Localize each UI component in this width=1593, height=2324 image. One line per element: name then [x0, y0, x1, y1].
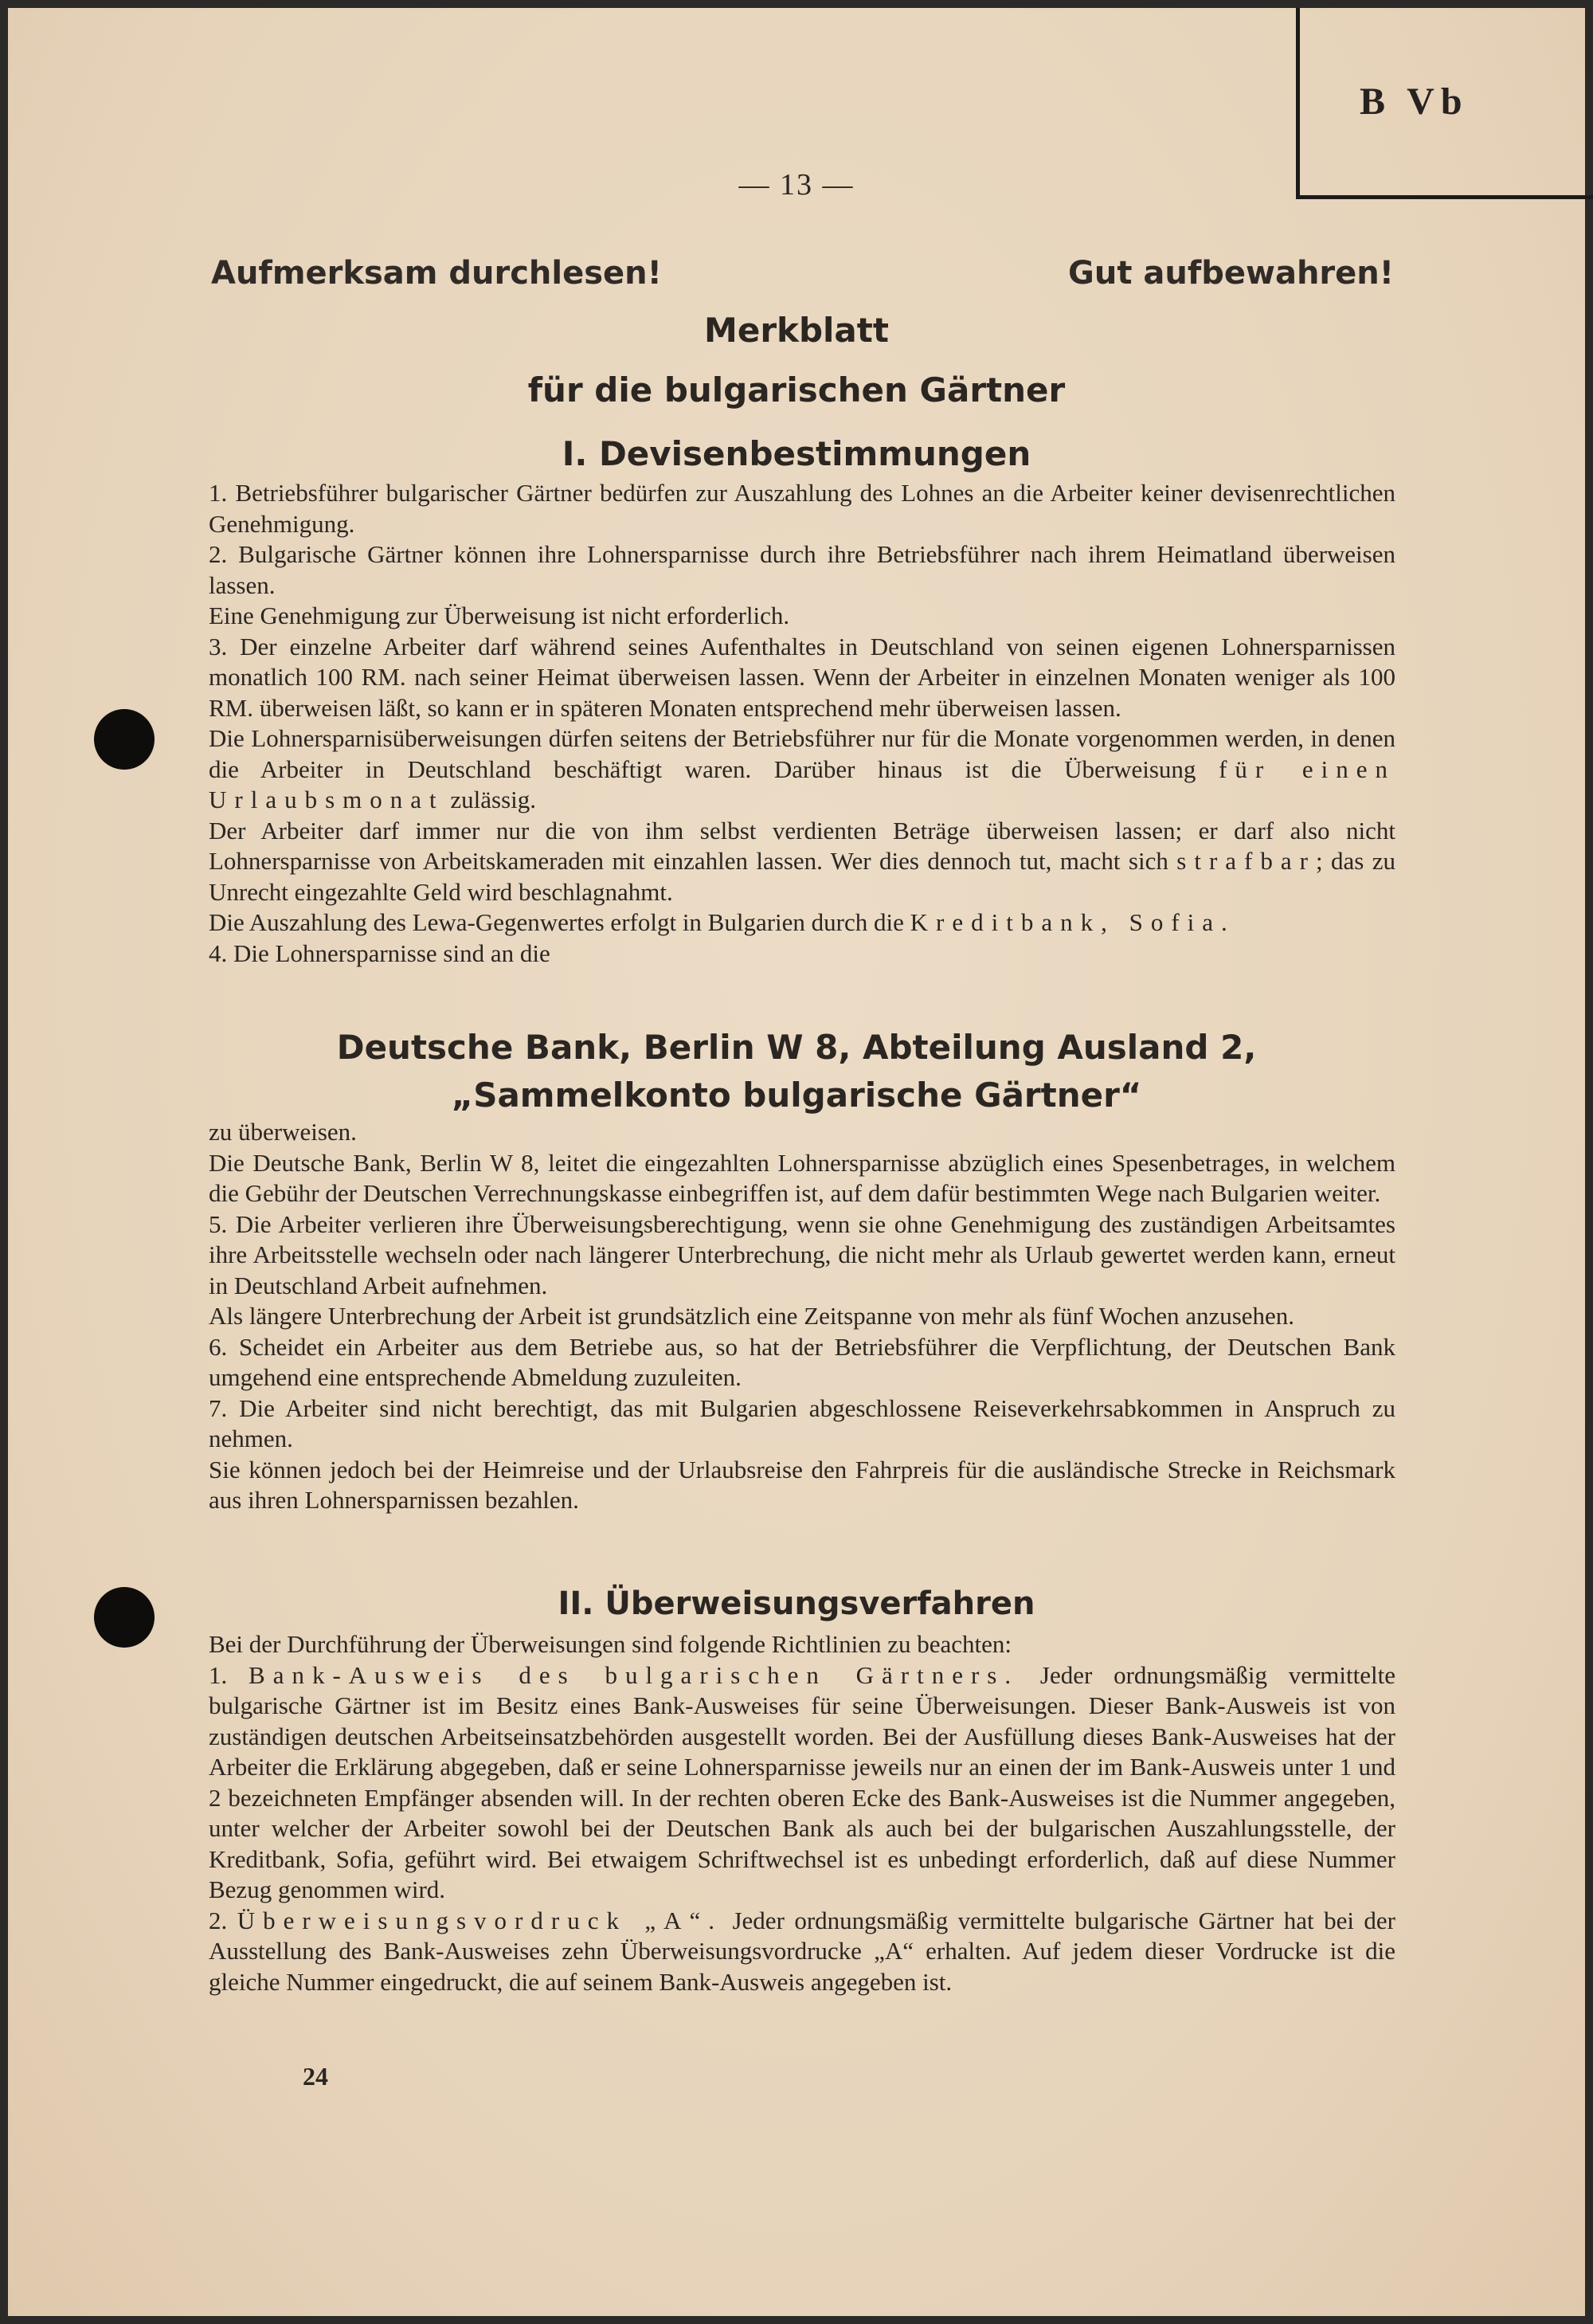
document-subtitle: für die bulgarischen Gärtner	[527, 370, 1066, 410]
paragraph: Als längere Unterbrechung der Arbeit ist grundsätzlich eine Zeitspanne von mehr als fünf Wochen anzusehen.	[209, 1302, 1295, 1330]
paragraph-number: 1.	[209, 1660, 249, 1689]
paragraph: 6. Scheidet ein Arbeiter aus dem Betriebe aus, so hat der Betriebsführer die Verpflichtung, der Deutschen Bank umgehend eine entsprechende Abmeldung zuzuleiten.	[209, 1332, 1395, 1391]
paragraph: Die Deutsche Bank, Berlin W 8, leitet die eingezahlten Lohnersparnisse abzüglich eines Spesenbetrages, in welchem die Gebühr der Deutschen Verrechnungskasse einbegriffen ist, auf dem dafür bestimmten Wege nach Bulgarien weiter.	[209, 1148, 1395, 1207]
header-left: Aufmerksam durchlesen!	[211, 255, 662, 292]
page-number: — 13 —	[738, 168, 855, 202]
document-page	[8, 8, 1585, 2316]
paragraph: 5. Die Arbeiter verlieren ihre Überweisungsberechtigung, wenn sie ohne Genehmigung des zuständigen Arbeitsamtes ihre Arbeitsstelle wechseln oder nach längerer Unterbrechung, die nicht mehr als Urlaub gewertet werden kann, erneut in Deutschland Arbeit aufnehmen.	[209, 1209, 1395, 1299]
bank-address-line-2: „Sammelkonto bulgarische Gärtner“	[451, 1076, 1142, 1115]
paragraph: Eine Genehmigung zur Überweisung ist nicht erforderlich.	[209, 602, 790, 629]
bank-address-line-1: Deutsche Bank, Berlin W 8, Abteilung Ausland 2,	[336, 1028, 1257, 1067]
emphasis-spaced: Kreditbank, Sofia.	[910, 908, 1235, 936]
emphasis-spaced: Bank-Ausweis des bulgarischen Gärtners.	[249, 1660, 1020, 1689]
section-heading-1: I. Devisenbestimmungen	[562, 434, 1031, 473]
paragraph-number: 2.	[209, 1906, 237, 1934]
paragraph	[209, 1660, 1395, 1906]
section-heading-2: II. Überweisungsverfahren	[558, 1585, 1035, 1622]
paragraph: 1. Betriebsführer bulgarischer Gärtner bedürfen zur Auszahlung des Lohnes an die Arbeiter keiner devisenrechtlichen Genehmigung.	[209, 479, 1395, 538]
paragraph	[209, 816, 1395, 908]
section-2-body	[209, 1629, 1395, 1997]
paragraph-text: Die Lohnersparnisüberweisungen dürfen seitens der Betriebsführer nur für die Monate vorgenommen werden, in denen die Arbeiter in Deutschland beschäftigt waren. Darüber hinaus ist die Überweisung	[209, 724, 1395, 783]
paragraph-text: Der Arbeiter darf immer nur die von ihm selbst verdienten Beträge überweisen lassen; er darf also nicht Lohnersparnisse von Arbeitskameraden mit einzahlen lassen. Wer dies dennoch tut, macht sich	[209, 816, 1395, 875]
document-tag: B Vb	[1360, 80, 1469, 123]
punch-hole	[94, 709, 155, 770]
paragraph-text: Jeder ordnungsmäßig vermittelte bulgarische Gärtner ist im Besitz eines Bank-Ausweises für seine Überweisungen. Dieser Bank-Ausweis ist von zuständigen deutschen Arbeitseinsatzbehörden ausgestellt worden. Bei der Ausfüllung dieses Bank-Ausweises hat der Arbeiter die Erklärung abgegeben, daß er seine Lohnersparnisse jeweils nur an einen der im Bank-Ausweis unter 1 und 2 bezeichneten Empfänger absenden will. In der rechten oberen Ecke des Bank-Ausweises ist die Nummer angegeben, unter welcher der Arbeiter sowohl bei der Deutschen Bank als auch bei der bulgarischen Auszahlungsstelle, der Kreditbank, Sofia, geführt wird. Bei etwaigem Schriftwechsel ist es unbedingt erforderlich, daß auf diese Nummer Bezug genommen wird.	[209, 1660, 1396, 1903]
paragraph: 3. Der einzelne Arbeiter darf während seines Aufenthaltes in Deutschland von seinen eigenen Lohnersparnissen monatlich 100 RM. nach seiner Heimat überweisen lassen. Wenn der Arbeiter in einzelnen Monaten weniger als 100 RM. überweisen läßt, so kann er in späteren Monaten entsprechend mehr überweisen lassen.	[209, 632, 1395, 722]
paragraph: zu überweisen.	[209, 1118, 357, 1146]
paragraph	[209, 723, 1395, 816]
paragraph: 2. Bulgarische Gärtner können ihre Lohnersparnisse durch ihre Betriebsführer nach ihrem Heimatland überweisen lassen.	[209, 540, 1395, 599]
section-1-continued	[209, 1117, 1395, 1516]
paragraph: 4. Die Lohnersparnisse sind an die	[209, 939, 550, 967]
document-title: Merkblatt	[704, 311, 889, 350]
paragraph: Sie können jedoch bei der Heimreise und der Urlaubsreise den Fahrpreis für die ausländische Strecke in Reichsmark aus ihren Lohnersparnissen bezahlen.	[209, 1455, 1395, 1514]
paragraph-text: Die Auszahlung des Lewa-Gegenwertes erfolgt in Bulgarien durch die	[209, 908, 910, 936]
paragraph-text: ; das zu Unrecht eingezahlte Geld wird beschlagnahmt.	[209, 847, 1395, 906]
header-right: Gut aufbewahren!	[1068, 255, 1394, 292]
section-1-body	[209, 478, 1395, 969]
footer-number: 24	[303, 2062, 328, 2091]
emphasis-spaced: für einen Urlaubsmonat	[209, 754, 1396, 813]
emphasis-spaced: strafbar	[1176, 847, 1316, 875]
emphasis-spaced: Überweisungsvordruck „A“.	[237, 1906, 723, 1934]
paragraph	[209, 1906, 1395, 1998]
paragraph: 7. Die Arbeiter sind nicht berechtigt, das mit Bulgarien abgeschlossene Reiseverkehrsabkommen in Anspruch zu nehmen.	[209, 1393, 1395, 1452]
paragraph: Bei der Durchführung der Überweisungen sind folgende Richtlinien zu beachten:	[209, 1630, 1012, 1658]
paragraph-text: Jeder ordnungsmäßig vermittelte bulgarische Gärtner hat bei der Ausstellung des Bank-Ausweises zehn Überweisungsvordrucke „A“ erhalten. Auf jedem dieser Vordrucke ist die gleiche Nummer eingedruckt, die auf seinem Bank-Ausweis angegeben ist.	[209, 1906, 1395, 1996]
paragraph-text: zulässig.	[444, 786, 537, 813]
paragraph	[209, 907, 1395, 939]
